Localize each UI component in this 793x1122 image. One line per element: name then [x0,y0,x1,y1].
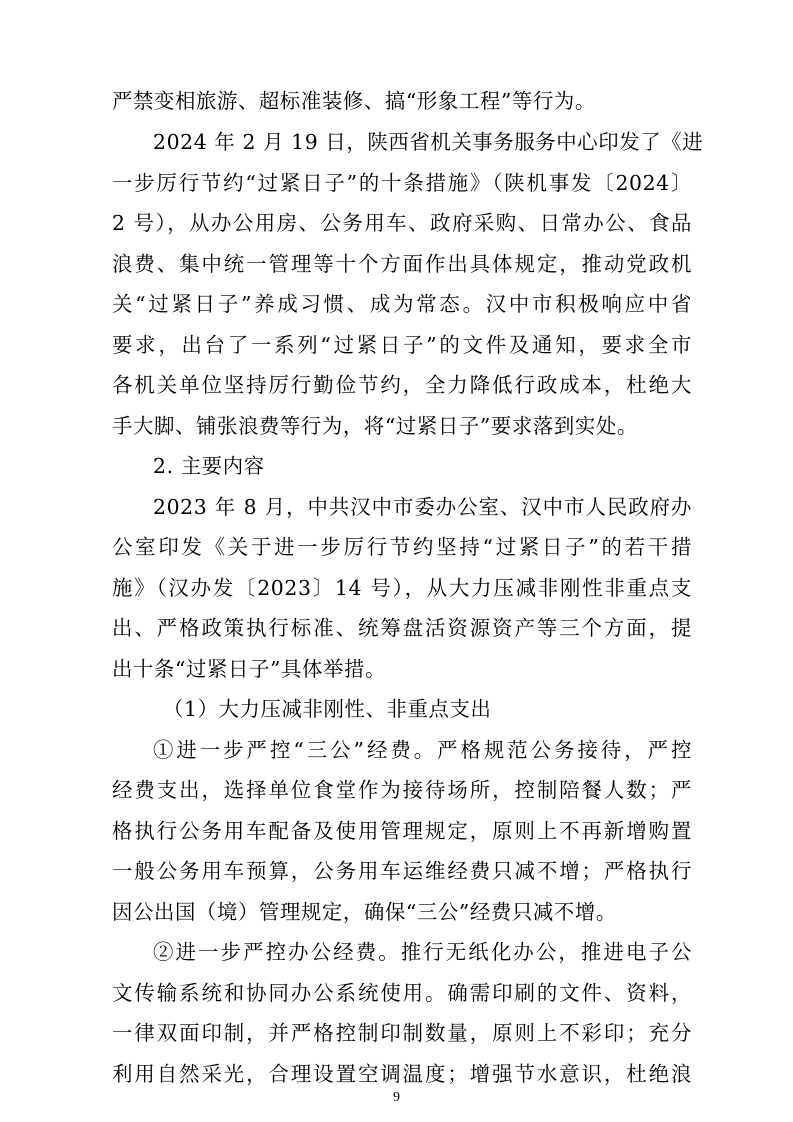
page-number: 9 [393,1090,400,1105]
text-line-24: 一律双面印制，并严格控制印制数量，原则上不彩印；充分 [112,1021,692,1045]
text-line-9: 手大脚、铺张浪费等行为，将“过紧日子”要求落到实处。 [112,414,638,438]
text-line-18: 经费支出，选择单位食堂作为接待场所，控制陪餐人数；严 [112,778,692,802]
text-line-1: 严禁变相旅游、超标准装修、搞“形象工程”等行为。 [112,89,596,113]
text-line-2: 2024 年 2 月 19 日，陕西省机关事务服务中心印发了《进 [153,130,704,154]
text-line-21: 因公出国（境）管理规定，确保“三公”经费只减不增。 [112,900,617,924]
text-line-12: 公室印发《关于进一步厉行节约坚持“过紧日子”的若干措 [112,535,692,559]
text-line-11: 2023 年 8 月，中共汉中市委办公室、汉中市人民政府办 [153,495,692,519]
text-line-3: 一步厉行节约“过紧日子”的十条措施》（陕机事发〔2024〕 [112,171,692,195]
text-line-15: 出十条“过紧日子”具体举措。 [112,657,386,681]
text-line-8: 各机关单位坚持厉行勤俭节约，全力降低行政成本，杜绝大 [112,373,692,397]
section-heading-main-content: 2. 主要内容 [153,454,265,478]
text-line-5: 浪费、集中统一管理等十个方面作出具体规定，推动党政机 [112,252,692,276]
text-line-17: ①进一步严控“三公”经费。严格规范公务接待，严控 [153,738,692,762]
subsection-heading-1: （1）大力压减非刚性、非重点支出 [163,697,492,721]
text-line-19: 格执行公务用车配备及使用管理规定，原则上不再新增购置 [112,819,692,843]
text-line-22: ②进一步严控办公经费。推行无纸化办公，推进电子公 [153,940,692,964]
text-line-14: 出、严格政策执行标准、统筹盘活资源资产等三个方面，提 [112,616,692,640]
text-line-20: 一般公务用车预算，公务用车运维经费只减不增；严格执行 [112,859,692,883]
text-line-25: 利用自然采光，合理设置空调温度；增强节水意识，杜绝浪 [112,1062,692,1086]
text-line-4: 2 号），从办公用房、公务用车、政府采购、日常办公、食品 [112,211,692,235]
text-line-23: 文传输系统和协同办公系统使用。确需印刷的文件、资料， [112,981,692,1005]
text-line-6: 关“过紧日子”养成习惯、成为常态。汉中市积极响应中省 [112,292,692,316]
text-line-13: 施》（汉办发〔2023〕14 号），从大力压减非刚性非重点支 [112,576,692,600]
text-line-7: 要求，出台了一系列“过紧日子”的文件及通知，要求全市 [112,333,692,357]
